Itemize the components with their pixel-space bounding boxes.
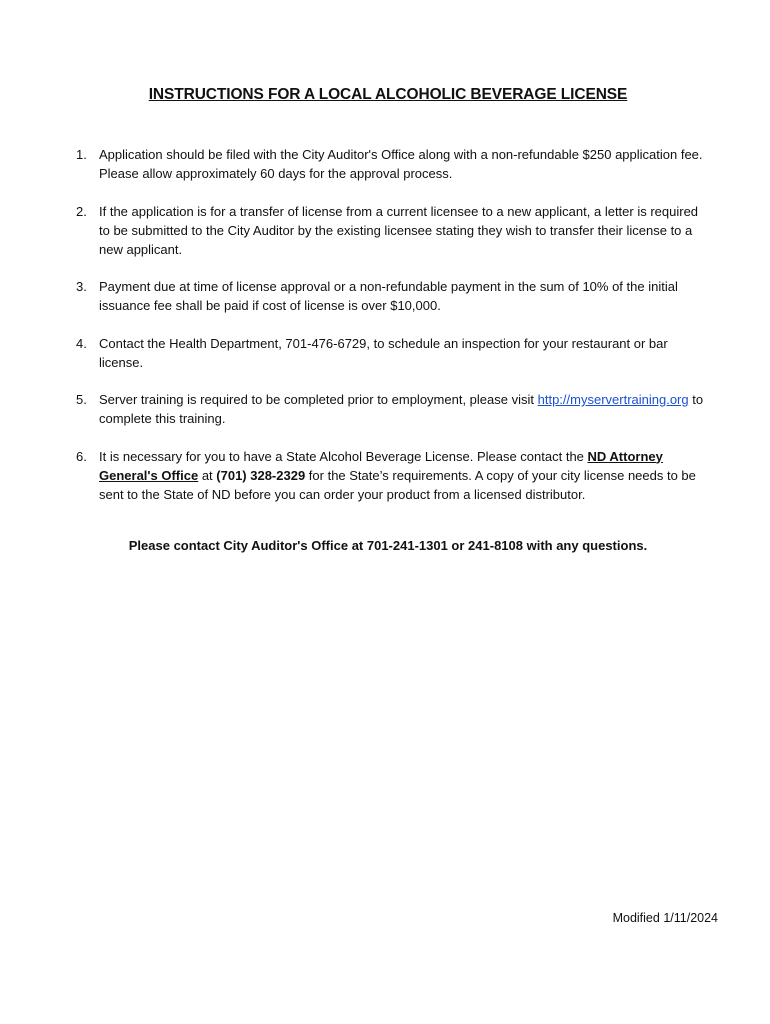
list-item-text-before: Server training is required to be completed prior to employment, please visit xyxy=(99,392,538,407)
list-number: 1. xyxy=(76,147,87,162)
list-item-text: Contact the Health Department, 701-476-6729, to schedule an inspection for your restaurant or bar license. xyxy=(99,335,668,370)
attorney-general-link[interactable]: ND Attorney General's Office xyxy=(99,448,663,483)
list-item-3 xyxy=(76,277,706,315)
list-item-1 xyxy=(76,145,706,183)
list-number: 2. xyxy=(76,203,87,219)
attorney-general-phone: (701) 328-2329 xyxy=(216,467,306,483)
list-item-text: If the application is for a transfer of license from a current licensee to a new applicant, a letter is required to be submitted to the City Auditor by the existing licensee stating they wish to transfer their license to a new applicant. xyxy=(99,203,699,257)
list-item-text: Application should be filed with the City Auditor's Office along with a non-refundable $250 application fee. Please allow approximately 60 days for the approval process. xyxy=(99,147,703,181)
list-item-2 xyxy=(76,202,706,259)
list-item-6 xyxy=(76,447,706,504)
list-item-text-before: It is necessary for you to have a State Alcohol Beverage License. Please contact the xyxy=(99,448,588,464)
list-number: 3. xyxy=(76,279,87,294)
list-number: 4. xyxy=(76,335,87,351)
list-item-text-after: to complete this training. xyxy=(99,392,704,426)
server-training-link[interactable]: http://myservertraining.org xyxy=(537,392,689,407)
list-number: 5. xyxy=(76,392,87,407)
page-title: INSTRUCTIONS FOR A LOCAL ALCOHOLIC BEVERAGE LICENSE xyxy=(148,86,628,103)
modified-date: Modified 1/11/2024 xyxy=(612,911,718,925)
instructions-list xyxy=(76,145,706,522)
list-item-text-after: for the State’s requirements. A copy of your city license needs to be sent to the State of ND before you can order your product from a licensed distributor. xyxy=(99,467,696,502)
contact-note: Please contact City Auditor's Office at 701-241-1301 or 241-8108 with any questions. xyxy=(128,538,648,553)
list-item-text: Payment due at time of license approval or a non-refundable payment in the sum of 10% of the initial issuance fee shall be paid if cost of license is over $10,000. xyxy=(99,279,678,313)
list-number: 6. xyxy=(76,448,87,464)
list-item-5 xyxy=(76,390,706,428)
list-item-4 xyxy=(76,334,706,372)
list-item-text-mid: at xyxy=(198,467,217,483)
